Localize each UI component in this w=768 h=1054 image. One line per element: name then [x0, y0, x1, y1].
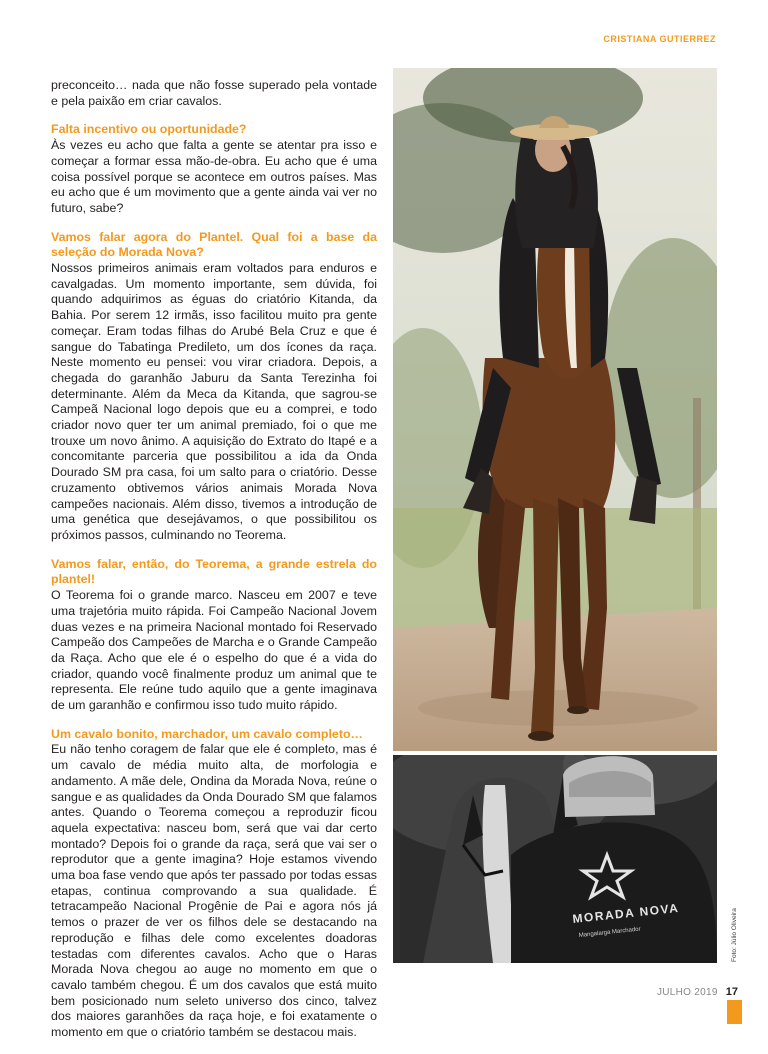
page-footer	[657, 986, 738, 998]
horse-and-handler-photo-icon	[393, 755, 717, 963]
question-heading: Vamos falar, então, do Teorema, a grande estrela do plantel!	[51, 556, 377, 587]
question-heading: Um cavalo bonito, marchador, um cavalo completo…	[51, 726, 363, 741]
photo-credit	[722, 904, 738, 962]
rider-photo	[393, 68, 717, 751]
qa-block	[51, 122, 377, 216]
page-corner-tab	[727, 1000, 742, 1024]
qa-block	[51, 230, 377, 544]
qa-block	[51, 727, 377, 1041]
answer-text: O Teorema foi o grande marco. Nasceu em 2007 e teve uma trajetória muito rápida. Foi Campeão Nacional Jovem duas vezes e na primeira Nacional montado foi Reservado Campeão dos Campeões de Marcha e o Grande Campeão da Raça. Acho que ele é o espelho do que é a vida do criador, quando você finalmente produz um animal que te representa. Ele reúne tudo aquilo que a gente imaginava de um garanhão e confirmou isso tudo muito rápido.	[51, 588, 377, 713]
qa-block	[51, 557, 377, 714]
question-heading: Vamos falar agora do Plantel. Qual foi a base da seleção do Morada Nova?	[51, 229, 377, 260]
answer-text: Às vezes eu acho que falta a gente se atentar pra isso e começar a formar essa mão-de-obra. Eu acho que é uma coisa possível porque se acontece em outros países. Mas eu acho que é um movimento que a gente ainda vai ver no futuro, sabe?	[51, 138, 377, 215]
horse-and-handler-photo	[393, 755, 717, 963]
photo-credit-text: Foto: Júlio Oliveira	[731, 908, 738, 962]
rider-photo-icon	[393, 68, 717, 751]
issue-date: JULHO 2019	[656, 987, 718, 998]
question-heading: Falta incentivo ou oportunidade?	[51, 122, 247, 137]
article-body	[51, 78, 377, 1054]
answer-text: Nossos primeiros animais eram voltados para enduros e cavalgadas. Um momento importante, sem dúvida, foi quando adquirimos as éguas do criatório Kitanda, da Bahia. Por serem 12 irmãs, isso facilitou muito pra gente começar. Eram todas filhas do Arubé Bela Cruz e que é sangue do Tabatinga Predileto, um dos ícones da raça. Neste momento eu pensei: vou virar criadora. Depois, a chegada do garanhão Jaburu da Santa Terezinha foi determinante. Além da Meca da Kitanda, que sagrou-se Campeã Nacional logo depois que eu a comprei, e todo criador novo quer ter um animal premiado, foi o que me trouxe um novo ânimo. A aquisição do Extrato do Itapé e a concomitante parceria que possibilitou a ida da Onda Dourado SM pra casa, foi um salto para o criatório. Desse cruzamento obtivemos vários animais Morada Nova campeões nacionais. Além disso, tivemos a introdução de uma genética que desejávamos, o que possibilitou os próximos passos, culminando no Teorema.	[51, 261, 377, 542]
shirt-brand-text: MORADA NOVA	[571, 900, 680, 926]
article-intro: preconceito… nada que não fosse superado pela vontade e pela paixão em criar cavalos.	[51, 78, 377, 108]
page-number: 17	[725, 986, 738, 998]
author-name: CRISTIANA GUTIERREZ	[603, 34, 716, 44]
shirt-tagline-text: Mangalarga Marchador	[578, 926, 641, 939]
answer-text: Eu não tenho coragem de falar que ele é completo, mas é um cavalo de média muito alta, de morfologia e andamento. A mãe dele, Ondina da Morada Nova, reúne o sangue e as qualidades da Onda Dourado SM que falamos antes. Quando o Teorema começou a reproduzir ficou aquela expectativa: nasceu bom, será que vai dar certo montado? Depois foi o grande da raça, será que vai ser o reprodutor que a gente imagina? Hoje estamos vivendo uma boa fase vendo que após ter passado por todas essas etapas, continua comprovando a sua qualidade. É tetracampeão Nacional Progênie de Pai e agora nós já temos o prazer de ver os filhos dele se destacando na reprodução e filhas dele como excelentes doadoras testadas com diferentes cavalos. Acho que o Haras Morada Nova chegou ao auge no momento em que o cavalo também chegou. É um dos cavalos que está muito bem posicionado num seleto universo dos cinco, talvez dos maiores garanhões da raça hoje, e foi exatamente o momento em que o criatório também se destacou mais.	[51, 742, 377, 1040]
